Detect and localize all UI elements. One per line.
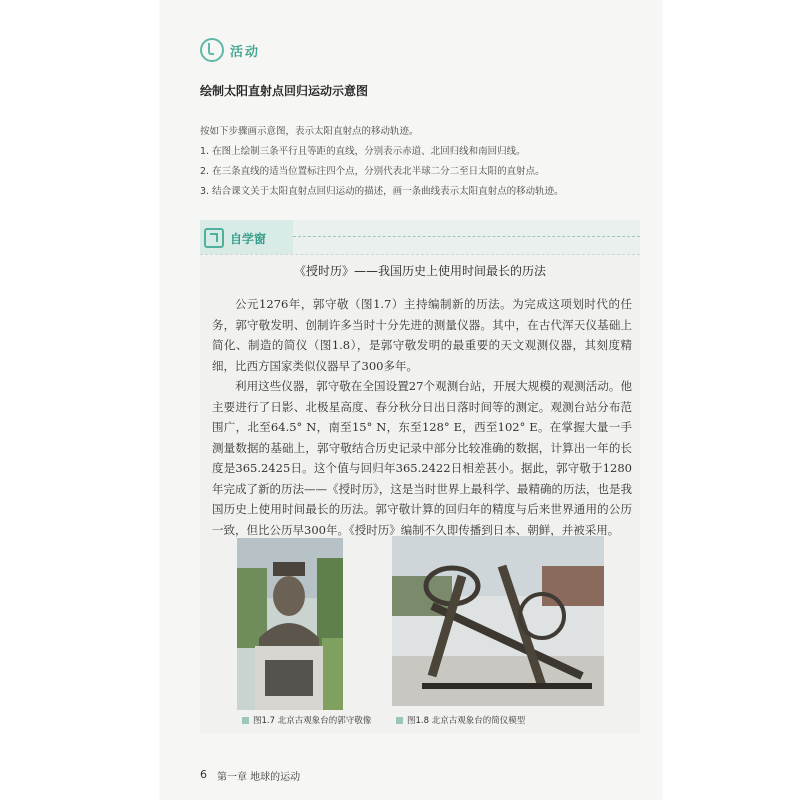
- figure-1-caption: [242, 714, 371, 726]
- study-window: [200, 220, 640, 732]
- study-window-icon: [204, 228, 224, 248]
- figure-2-caption: [396, 714, 525, 726]
- caption-marker-icon: [396, 717, 403, 724]
- study-window-label: 自学窗: [230, 232, 267, 246]
- study-window-tab: [200, 220, 293, 254]
- activity-label: 活动: [230, 44, 261, 60]
- figure-1-caption-text: 图1.7 北京古观象台的郭守敬像: [253, 716, 372, 726]
- study-window-title: 《授时历》——我国历史上使用时间最长的历法: [293, 264, 546, 278]
- instruction-step-1: 1. 在图上绘制三条平行且等距的直线，分别表示赤道、北回归线和南回归线。: [200, 146, 526, 157]
- instruction-intro: 按如下步骤画示意图，表示太阳直射点的移动轨迹。: [200, 126, 419, 137]
- page-number: 6: [200, 768, 207, 781]
- simplified-armillary-photo: [392, 536, 604, 706]
- instruction-step-3: 3. 结合课文关于太阳直射点回归运动的描述，画一条曲线表示太阳直射点的移动轨迹。: [200, 186, 564, 197]
- caption-marker-icon: [242, 717, 249, 724]
- activity-instructions: [200, 122, 620, 202]
- figure-2-caption-text: 图1.8 北京古观象台的简仪模型: [407, 716, 526, 726]
- page-footer: [200, 768, 300, 783]
- study-window-divider: [293, 236, 640, 237]
- activity-icon: [200, 38, 224, 62]
- textbook-page: [160, 0, 662, 800]
- guo-shoujing-statue-photo: [237, 538, 343, 710]
- chapter-title: 第一章 地球的运动: [217, 772, 301, 783]
- study-window-text: [212, 294, 632, 540]
- paragraph-2: 利用这些仪器，郭守敬在全国设置27个观测台站，开展大规模的观测活动。他主要进行了日影、北极星高度、春分秋分日出日落时间等的测定。观测台站分布范围广，北至64.5° N，南至15° N，东至128° E，西至102° E。在掌握大量一手测量数据的基础上，郭守敬结合历史记录中部分比较准确的数据，计算出一年的长度是365.2425日。这个值与回归年365.2422日相差甚小。据此，郭守敬于1280年完成了新的历法——《授时历》，这是当时世界上最科学、最精确的历法，也是我国历史上使用时间最长的历法。郭守敬计算的回归年的精度与后来世界通用的公历一致，但比公历早300年。《授时历》编制不久即传播到日本、朝鲜，并被采用。: [212, 379, 632, 537]
- paragraph-1: 公元1276年，郭守敬（图1.7）主持编制新的历法。为完成这项划时代的任务，郭守敬发明、创制许多当时十分先进的测量仪器。其中，在古代浑天仪基础上简化、制造的简仪（图1.8），是郭守敬发明的最重要的天文观测仪器，其刻度精细，比西方国家类似仪器早了300多年。: [212, 297, 632, 373]
- instruction-step-2: 2. 在三条直线的适当位置标注四个点，分别代表北半球二分二至日太阳的直射点。: [200, 166, 545, 177]
- activity-title: 绘制太阳直射点回归运动示意图: [200, 84, 369, 98]
- activity-header: [200, 38, 260, 62]
